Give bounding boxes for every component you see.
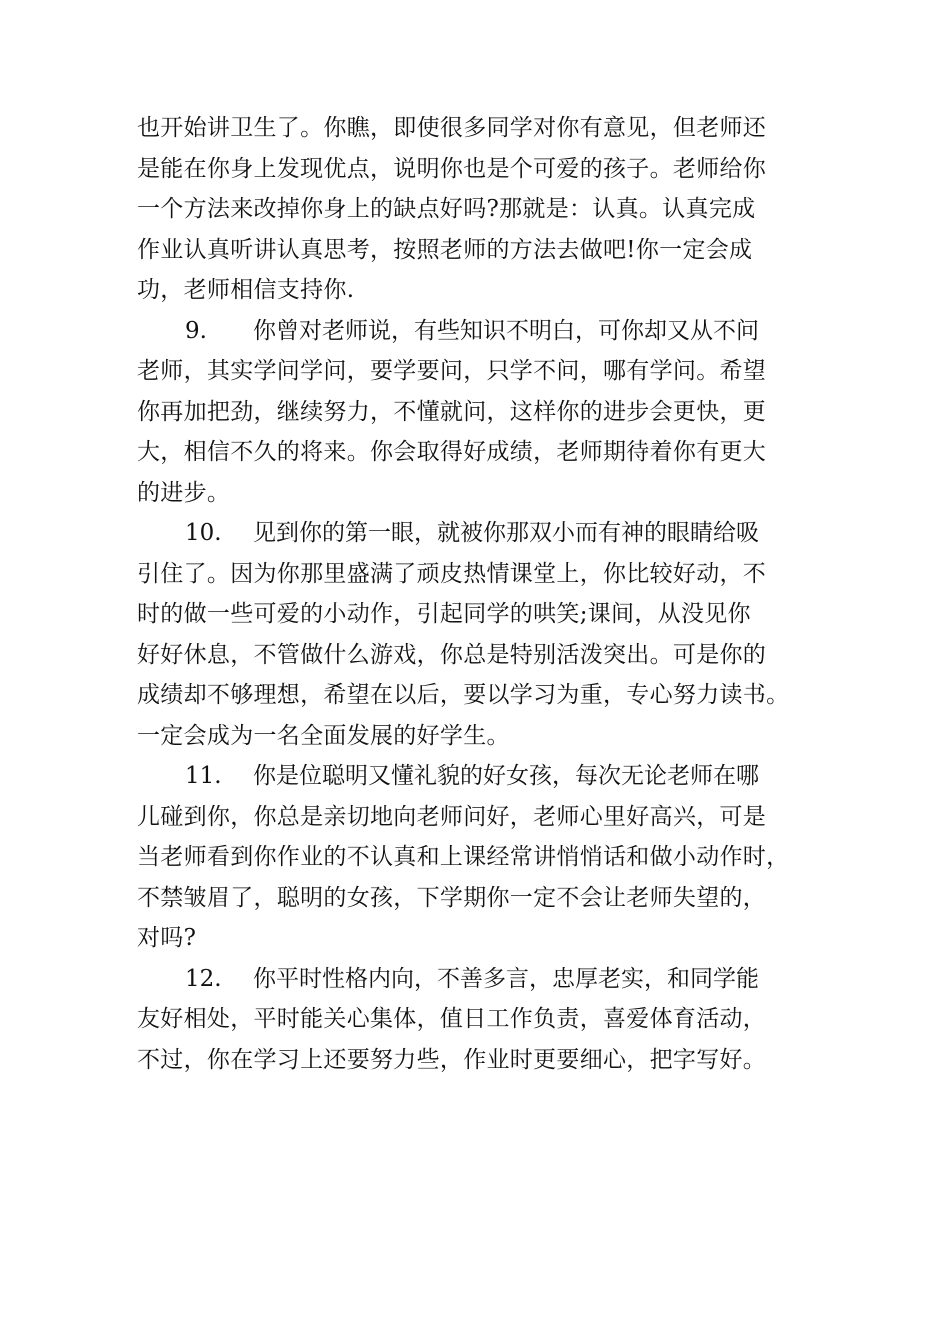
text-line: 不过，你在学习上还要努力些，作业时更要细心，把字写好。 [137,1046,767,1073]
text-line: 当老师看到你作业的不认真和上课经常讲悄悄话和做小动作时， [137,844,790,870]
text-line: 你再加把劲，继续努力，不懂就问，这样你的进步会更快，更 [137,398,767,425]
text-line: 好好休息，不管做什么游戏，你总是特别活泼突出。可是你的 [137,641,767,668]
paragraph-number: 10. [185,520,222,546]
text-line: 你曾对老师说，有些知识不明白，可你却又从不问 [253,317,759,344]
paragraph-number: 12. [185,965,222,992]
text-line: 对吗? [137,925,197,951]
paragraph-intro [137,108,857,311]
text-line: 是能在你身上发现优点，说明你也是个可爱的孩子。老师给你 [137,155,767,182]
paragraph-number: 9. [185,317,207,344]
text-line: 一定会成为一名全面发展的好学生。 [137,722,510,749]
text-line: 儿碰到你，你总是亲切地向老师问好，老师心里好高兴，可是 [137,803,767,830]
text-line: 功，老师相信支持你. [137,277,355,303]
paragraph-12 [137,959,857,1081]
text-line: 老师，其实学问学问，要学要问，只学不问，哪有学问。希望 [137,358,767,384]
text-line: 你是位聪明又懂礼貌的好女孩，每次无论老师在哪 [253,763,759,789]
text-line: 大，相信不久的将来。你会取得好成绩，老师期待着你有更大 [137,439,767,465]
text-line: 不禁皱眉了，聪明的女孩，下学期你一定不会让老师失望的， [137,884,767,911]
text-line: 作业认真听讲认真思考，按照老师的方法去做吧!你一定会成 [137,236,753,263]
text-line: 友好相处，平时能关心集体，值日工作负责，喜爱体育活动， [137,1006,767,1032]
paragraph-number: 11. [185,763,222,789]
paragraph-first-line [137,513,857,554]
document-body [137,108,857,1080]
paragraph-9 [137,311,857,514]
text-line: 时的做一些可爱的小动作，引起同学的哄笑;课间，从没见你 [137,601,751,627]
text-line: 成绩却不够理想，希望在以后，要以学习为重，专心努力读书。 [137,682,790,708]
text-line: 一个方法来改掉你身上的缺点好吗?那就是：认真。认真完成 [137,196,756,222]
paragraph-first-line [137,959,857,1000]
text-line: 的进步。 [137,479,231,506]
text-line: 引住了。因为你那里盛满了顽皮热情课堂上，你比较好动，不 [137,560,767,587]
paragraph-10 [137,513,857,756]
paragraph-11 [137,756,857,959]
text-line: 见到你的第一眼，就被你那双小而有神的眼睛给吸 [253,520,759,546]
paragraph-first-line [137,311,857,352]
paragraph-first-line [137,756,857,797]
text-line: 也开始讲卫生了。你瞧，即使很多同学对你有意见，但老师还 [137,115,767,141]
text-line: 你平时性格内向，不善多言，忠厚老实，和同学能 [253,965,759,992]
